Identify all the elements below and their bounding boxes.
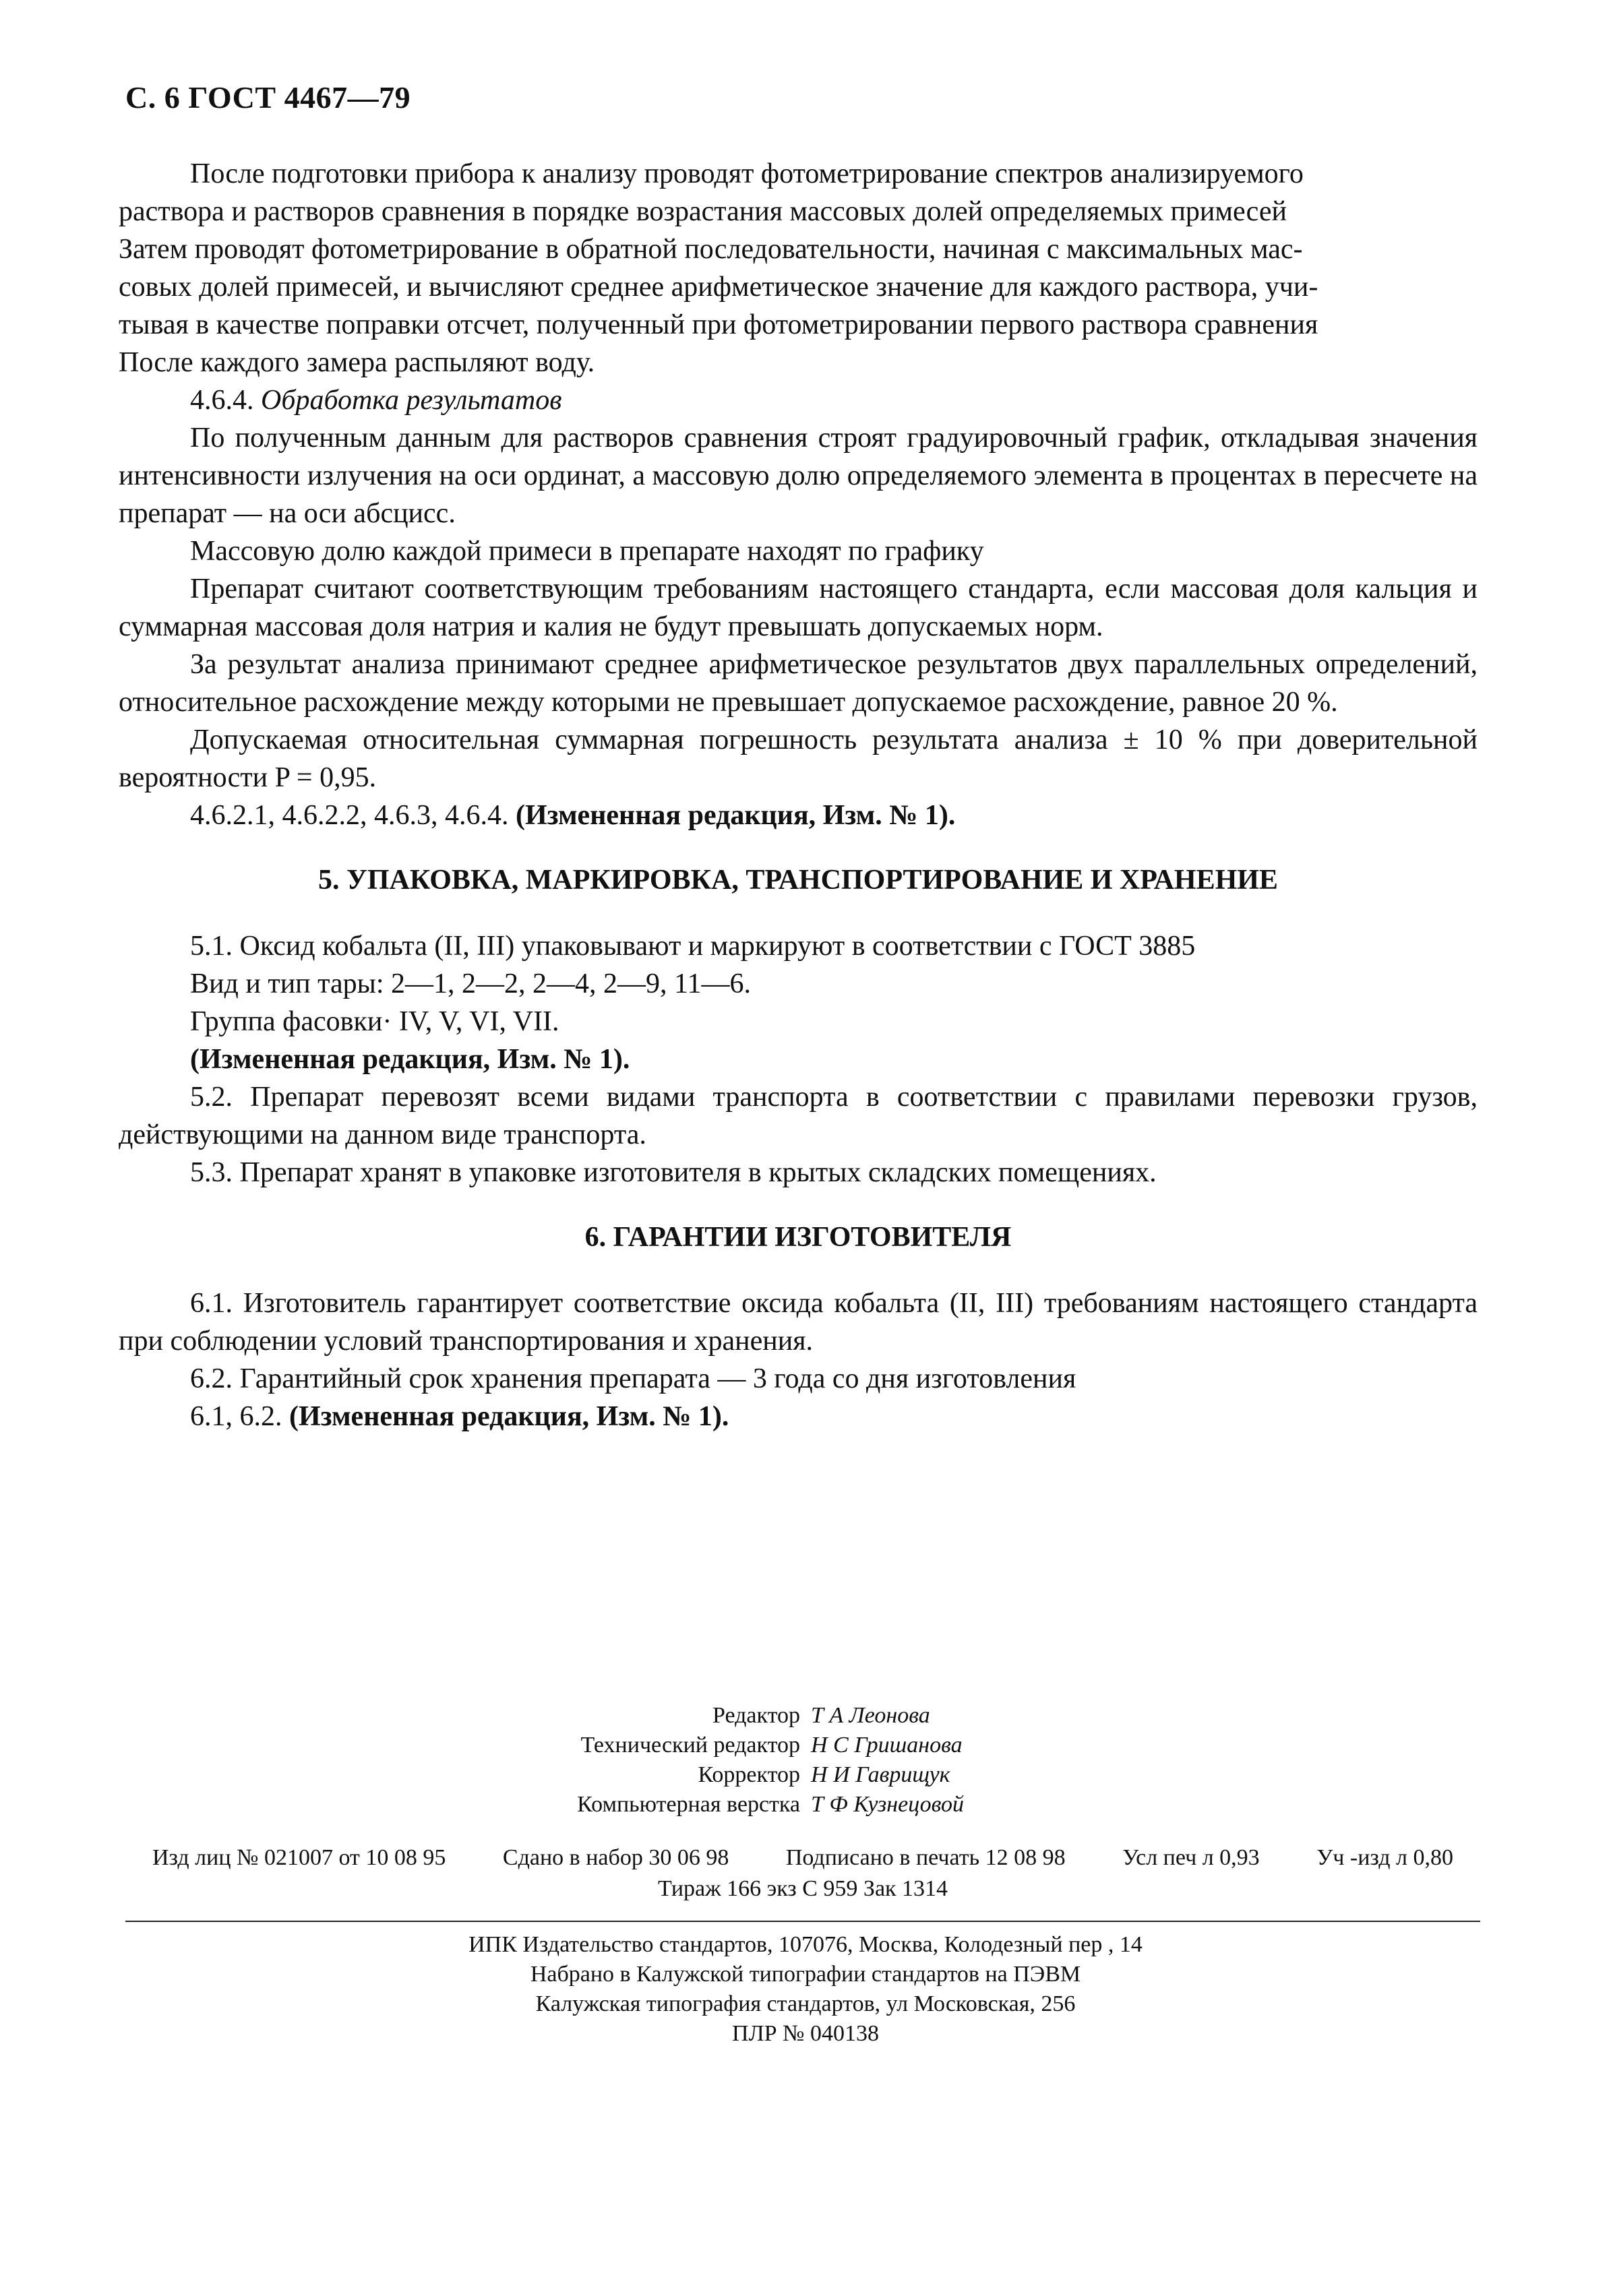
sent-to-typesetting: Сдано в набор 30 06 98 (502, 1845, 729, 1870)
intro-line: После каждого замера распыляют воду. (119, 347, 595, 378)
credit-row (0, 1760, 1611, 1790)
print-run: Тираж 166 экз С 959 Зак 1314 (657, 1876, 948, 1901)
clause-title: Обработка результатов (261, 385, 562, 416)
print-sheets: Усл печ л 0,93 (1122, 1845, 1260, 1870)
clause-5-3: 5.3. Препарат хранят в упаковке изготовителя в крытых складских помещениях. (190, 1157, 1157, 1188)
results-paragraph: За результат анализа принимают среднее арифметическое результатов двух параллельных определений, относительное расхождение между которыми не превышает допускаемое расхождение, равное 20 %. (119, 649, 1478, 718)
publisher-line: Калужская типография стандартов, ул Московская, 256 (535, 1991, 1076, 2016)
intro-line: совых долей примесей, и вычисляют среднее арифметическое значение для каждого раствора, учи- (119, 272, 1318, 303)
credit-row (0, 1790, 1611, 1820)
credit-name: Т А Леонова (811, 1703, 930, 1728)
intro-line: После подготовки прибора к анализу проводят фотометрирование спектров анализируемого (190, 158, 1304, 189)
results-paragraph: Массовую долю каждой примеси в препарате находят по графику (190, 536, 984, 567)
divider-rule (125, 1921, 1480, 1922)
imprint-row (152, 1842, 1453, 1873)
credit-row (0, 1731, 1611, 1760)
publisher-sheets: Уч -изд л 0,80 (1316, 1845, 1453, 1870)
intro-line: Затем проводят фотометрирование в обратной последовательности, начиная с максимальных мас- (119, 234, 1303, 265)
publishing-license: Изд лиц № 021007 от 10 08 95 (152, 1845, 446, 1870)
credit-role: Редактор (712, 1703, 800, 1728)
clause-5-2: 5.2. Препарат перевозят всеми видами транспорта в соответствии с правилами перевозки грузов, действующими на данном виде транспорта. (119, 1082, 1478, 1150)
intro-line: тывая в качестве поправки отсчет, полученный при фотометрировании первого раствора сравнения (119, 309, 1318, 340)
intro-line: раствора и растворов сравнения в порядке возрастания массовых долей определяемых примесей (119, 196, 1287, 227)
section-5-title: 5. УПАКОВКА, МАРКИРОВКА, ТРАНСПОРТИРОВАНИЕ И ХРАНЕНИЕ (318, 865, 1278, 896)
clause-6-2: 6.2. Гарантийный срок хранения препарата — 3 года со дня изготовления (190, 1363, 1076, 1394)
amendment-refs: 6.1, 6.2. (190, 1401, 282, 1432)
clause-number: 4.6.4. (190, 385, 254, 416)
imprint-block (152, 1842, 1453, 1904)
body-text (119, 155, 1478, 1435)
section-6-title: 6. ГАРАНТИИ ИЗГОТОВИТЕЛЯ (584, 1222, 1012, 1253)
amendment-label: (Измененная редакция, Изм. № 1). (516, 800, 956, 831)
amendment-label: (Измененная редакция, Изм. № 1). (289, 1401, 729, 1432)
credit-role: Компьютерная верстка (577, 1792, 800, 1817)
credits-block (0, 1701, 1611, 1820)
publisher-line: ПЛР № 040138 (732, 2021, 879, 2046)
clause-5-1-tara: Вид и тип тары: 2—1, 2—2, 2—4, 2—9, 11—6. (190, 968, 751, 999)
clause-6-1: 6.1. Изготовитель гарантирует соответствие оксида кобальта (II, III) требованиям настоящего стандарта при соблюдении условий транспортирования и хранения. (119, 1288, 1478, 1357)
credit-role: Технический редактор (580, 1733, 800, 1758)
clause-5-1: 5.1. Оксид кобальта (II, III) упаковывают и маркируют в соответствии с ГОСТ 3885 (190, 931, 1196, 962)
results-paragraph: Допускаемая относительная суммарная погрешность результата анализа ± 10 % при доверительной вероятности P = 0,95. (119, 724, 1478, 793)
publisher-block (0, 1930, 1611, 2049)
intro-paragraph (119, 155, 1478, 381)
publisher-line: ИПК Издательство стандартов, 107076, Москва, Колодезный пер , 14 (468, 1932, 1143, 1957)
amendment-note-4 (119, 797, 1478, 834)
clause-5-1-group: Группа фасовки· IV, V, VI, VII. (190, 1006, 559, 1037)
results-paragraph: По полученным данным для растворов сравнения строят градуировочный график, откладывая значения интенсивности излучения на оси ординат, а массовую долю определяемого элемента в процентах в пересчете на препарат — на оси абсцисс. (119, 423, 1478, 529)
credit-row (0, 1701, 1611, 1731)
credit-name: Н С Гришанова (811, 1733, 963, 1758)
credit-role: Корректор (698, 1762, 800, 1787)
clause-5-1-amendment: (Измененная редакция, Изм. № 1). (190, 1044, 630, 1075)
amendment-note-6 (119, 1398, 1478, 1435)
amendment-refs: 4.6.2.1, 4.6.2.2, 4.6.3, 4.6.4. (190, 800, 509, 831)
clause-4-6-4 (119, 381, 1478, 419)
results-paragraph: Препарат считают соответствующим требованиям настоящего стандарта, если массовая доля кальция и суммарная массовая доля натрия и калия не будут превышать допускаемых норм. (119, 573, 1478, 642)
credit-name: Н И Гаврищук (811, 1762, 950, 1787)
signed-for-print: Подписано в печать 12 08 98 (785, 1845, 1066, 1870)
credit-name: Т Ф Кузнецовой (811, 1792, 964, 1817)
publisher-line: Набрано в Калужской типографии стандартов на ПЭВМ (530, 1962, 1081, 1987)
running-header: С. 6 ГОСТ 4467—79 (125, 80, 411, 115)
